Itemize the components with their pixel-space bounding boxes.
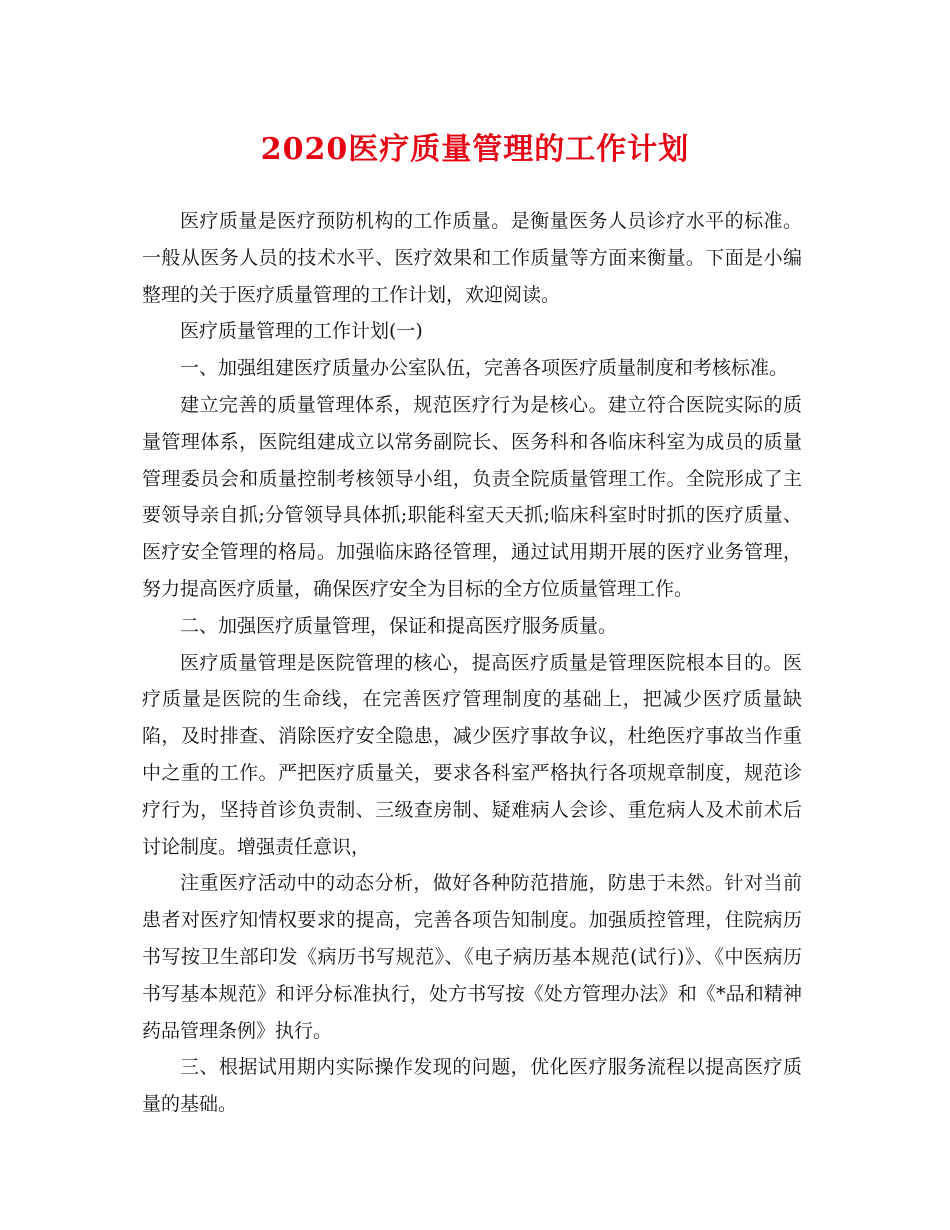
paragraph: 医疗质量管理是医院管理的核心，提高医疗质量是管理医院根本目的。医疗质量是医院的生命线，在完善医疗管理制度的基础上，把减少医疗质量缺陷，及时排查、消除医疗安全隐患，减少医疗事故争议，杜绝医疗事故当作重中之重的工作。严把医疗质量关，要求各科室严格执行各项规章制度，规范诊疗行为，坚持首诊负责制、三级查房制、疑难病人会诊、重危病人及术前术后讨论制度。增强责任意识， <box>142 651 802 858</box>
paragraph: 注重医疗活动中的动态分析，做好各种防范措施，防患于未然。针对当前患者对医疗知情权要求的提高，完善各项告知制度。加强质控管理，住院病历书写按卫生部印发《病历书写规范》、《电子病历基本规范(试行)》、《中医病历书写基本规范》和评分标准执行，处方书写按《处方管理办法》和《*品和精神药品管理条例》执行。 <box>142 872 802 1042</box>
paragraph: 一、加强组建医疗质量办公室队伍，完善各项医疗质量制度和考核标准。 <box>180 357 789 380</box>
paragraph: 二、加强医疗质量管理，保证和提高医疗服务质量。 <box>180 614 618 637</box>
paragraph: 医疗质量管理的工作计划(一) <box>180 320 423 343</box>
paragraph: 三、根据试用期内实际操作发现的问题，优化医疗服务流程以提高医疗质量的基础。 <box>142 1056 802 1116</box>
paragraph: 医疗质量是医疗预防机构的工作质量。是衡量医务人员诊疗水平的标准。一般从医务人员的技术水平、医疗效果和工作质量等方面来衡量。下面是小编整理的关于医疗质量管理的工作计划，欢迎阅读。 <box>142 210 802 306</box>
document-body <box>142 203 802 1123</box>
document-title: 2020医疗质量管理的工作计划 <box>260 132 690 167</box>
paragraph: 建立完善的质量管理体系，规范医疗行为是核心。建立符合医院实际的质量管理体系，医院组建成立以常务副院长、医务科和各临床科室为成员的质量管理委员会和质量控制考核领导小组，负责全院质量管理工作。全院形成了主要领导亲自抓;分管领导具体抓;职能科室天天抓;临床科室时时抓的医疗质量、医疗安全管理的格局。加强临床路径管理，通过试用期开展的医疗业务管理，努力提高医疗质量，确保医疗安全为目标的全方位质量管理工作。 <box>142 393 802 600</box>
